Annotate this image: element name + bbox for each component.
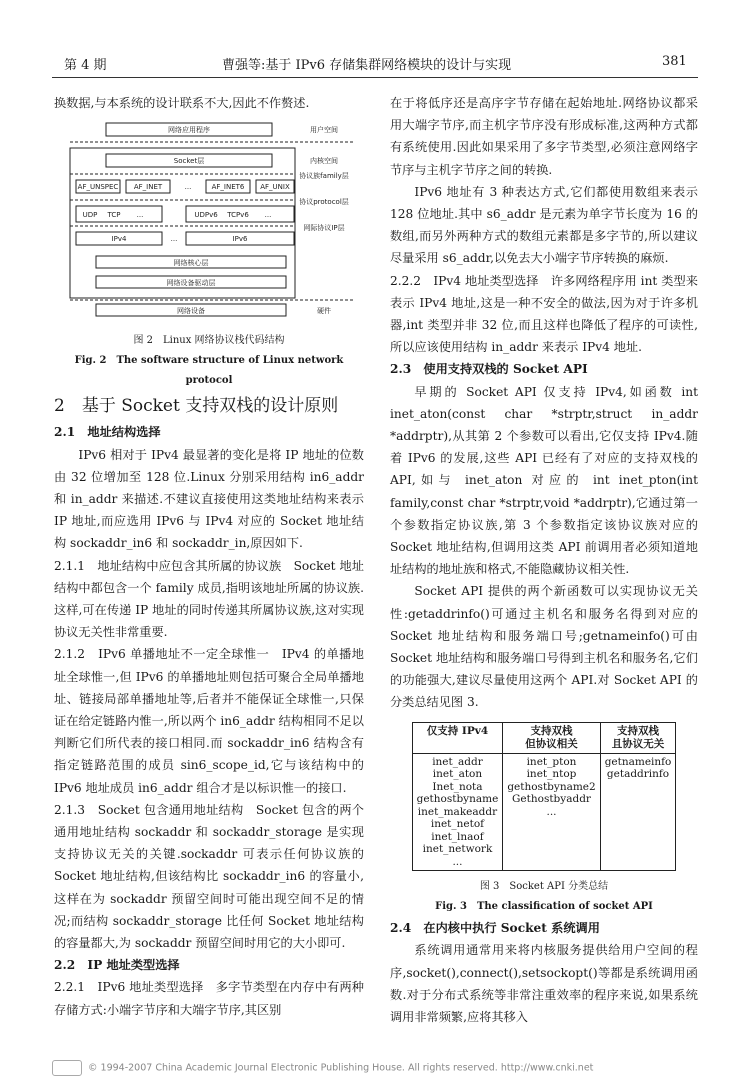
protocol-tag: 协议protocol层: [299, 198, 349, 207]
para-syscalls: 系统调用通常用来将内核服务提供给用户空间的程序,socket(),connect(),setsockopt()等都是系统调用函数.对于分布式系统等非常注重效率的程序来说,如果系统调用非常频繁,应将其移入: [390, 943, 698, 1024]
page-number: 381: [662, 54, 687, 69]
api-name: inet_makeaddr: [417, 805, 498, 818]
proto6-dots: ...: [264, 211, 272, 220]
th-ipv4-only: 仅支持 IPv4: [412, 722, 503, 753]
api-name: getnameinfo: [604, 755, 672, 768]
driver-label: 网络设备驱动层: [166, 279, 216, 288]
fig2-caption-en: Fig. 2 The software structure of Linux network protocol: [74, 355, 344, 387]
app-label: 网络应用程序: [168, 126, 210, 135]
api-name: Gethostbyaddr: [512, 793, 591, 806]
api-name: inet_network: [422, 843, 493, 856]
api-name: inet_addr: [432, 755, 483, 768]
proto-dots: ...: [136, 211, 144, 220]
issue-number: 第 4 期: [64, 58, 107, 73]
af-dots: ...: [184, 183, 192, 192]
para-2-2-2: 2.2.2 IPv4 地址类型选择 许多网络程序用 int 类型来表示 IPv4 地址,这是一种不安全的做法,因为对于许多机器,int 类型并非 32 位,而且这样也降低了程序的可读性,所以应该使用结构 in_addr 来表示 IPv4 地址.: [390, 273, 698, 355]
para-new-functions: Socket API 提供的两个新函数可以实现协议无关性:getaddrinfo()可通过主机名和服务名得到对应的 Socket 地址结构和服务端口号;getnameinfo()可由 Socket 地址结构和服务端口号得到主机名和服务名,它们的功能强大,建议尽量使用这两个 API.对 Socket API 的分类总结见图 3.: [390, 584, 698, 710]
para-early-api: 早期的 Socket API 仅支持 IPv4,如函数 int inet_aton(const char *strptr,struct in_addr *addrptr),从其第 2 个参数可以看出,它仅支持 IPv4.随着 IPv6 的发展,这些 API 已经有了对应的支持双栈的 API,如与 inet_aton 对应的 int inet_pton(int family,const char *strptr,void *addrptr),它通过第一个参数指定协议族,第 3 个参数指定该协议族对应的 Socket 地址结构,但调用这类 API 前调用者必须知道地址结构的地址族和格式,不能隐藏协议相关性.: [390, 384, 698, 577]
section-2-3-heading: 2.3 使用支持双栈的 Socket API: [390, 362, 588, 377]
tcp-label: TCP: [107, 211, 121, 220]
core-label: 网络核心层: [173, 259, 209, 268]
para-2-1-1: 2.1.1 地址结构中应包含其所属的协议族 Socket 地址结构中都包含一个 family 成员,指明该地址所属的协议族.这样,可在传递 IP 地址的同时传递其所属协议族,这对实现协议无关性非常重要.: [54, 558, 364, 640]
section-2-4-heading: 2.4 在内核中执行 Socket 系统调用: [390, 921, 600, 936]
udp-label: UDP: [82, 211, 98, 220]
fig3-caption-cn: 图 3 Socket API 分类总结: [479, 881, 609, 893]
af-inet6-label: AF_INET6: [211, 183, 245, 192]
api-name: ...: [546, 805, 557, 818]
footer-text: © 1994-2007 China Academic Journal Electronic Publishing House. All rights reserved. http://www.cnki.net: [88, 1062, 594, 1074]
ipv4-label: IPv4: [111, 235, 127, 244]
kernel-label: 内核空间: [310, 157, 338, 166]
api-name: getaddrinfo: [606, 768, 670, 781]
para-2-1-2: 2.1.2 IPv6 单播地址不一定全球惟一 IPv4 的单播地址全球惟一,但 IPv6 的单播地址则包括可聚合全局单播地址、链接局部单播地址等,后者并不能保证全球惟一,只保证在给定链路内惟一,所以两个 in6_addr 结构相同不足以判断它们所代表的接口相同.而 sockaddr_in6 结构含有指定链路范围的成员 sin6_scope_id,它与该结构中的 IPv6 地址成员 in6_addr 组合才是以标识惟一的接口.: [54, 647, 364, 795]
section-2-heading: 2 基于 Socket 支持双栈的设计原则: [54, 396, 339, 417]
udp6-label: UDPv6: [194, 211, 218, 220]
api-name: inet_aton: [432, 768, 483, 781]
col-ipv4-only: [412, 753, 503, 871]
api-name: Inet_nota: [432, 780, 483, 793]
copyright-footer: [52, 1060, 593, 1076]
figure-3: [390, 722, 698, 918]
col-dual-independent: [600, 753, 676, 871]
protocol-stack-diagram: [54, 118, 364, 324]
af-inet-label: AF_INET: [133, 183, 163, 192]
socket-api-table: [412, 722, 677, 872]
af-unspec-label: AF_UNSPEC: [77, 183, 119, 192]
ip-dots: ...: [170, 235, 178, 244]
intro-text: 换数据,与本系统的设计联系不大,因此不作赘述.: [54, 96, 310, 110]
section-2-1-heading: 2.1 地址结构选择: [54, 425, 161, 440]
ipv6-label: IPv6: [232, 235, 248, 244]
api-name: inet_lnaof: [431, 830, 484, 843]
api-name: gethostbyname2: [507, 780, 596, 793]
af-unix-label: AF_UNIX: [260, 183, 290, 192]
api-name: inet_pton: [526, 755, 577, 768]
api-name: gethostbyname: [416, 793, 499, 806]
api-name: ...: [452, 855, 463, 868]
col-dual-dependent: [503, 753, 600, 871]
api-name: inet_ntop: [526, 768, 577, 781]
fig2-caption-cn: 图 2 Linux 网络协议栈代码结构: [133, 335, 285, 347]
cnki-logo-icon: [52, 1060, 82, 1076]
running-title: 曹强等:基于 IPv6 存储集群网络模块的设计与实现: [222, 58, 512, 73]
para-2-2-1: 2.2.1 IPv6 地址类型选择 多字节类型在内存中有两种存储方式:小端字节序和大端字节序,其区别: [54, 980, 364, 1017]
left-column: [54, 92, 364, 1021]
th-dual-independent: 支持双栈 且协议无关: [600, 722, 676, 753]
user-space-label: 用户空间: [310, 126, 338, 135]
hardware-label: 硬件: [317, 307, 331, 316]
para-2-1-3: 2.1.3 Socket 包含通用地址结构 Socket 包含的两个通用地址结构 sockaddr 和 sockaddr_storage 是实现支持协议无关的关键.sockaddr 可表示任何协议族的 Socket 地址结构,但该结构比 sockaddr_in6 的容量小,这样在为 sockaddr 预留空间时可能出现空间不足的情况;而结构 sockaddr_storage 比任何 Socket 地址结构的容量都大,为 sockaddr 预留空间时用它的大小即可.: [54, 802, 364, 951]
family-tag: 协议族family层: [299, 172, 349, 181]
socket-label: Socket层: [173, 157, 205, 166]
fig3-caption-en: Fig. 3 The classification of socket API: [435, 901, 653, 913]
para-2-1: IPv6 相对于 IPv4 最显著的变化是将 IP 地址的位数由 32 位增加至 128 位.Linux 分别采用结构 in6_addr 和 in_addr 来描述.不建议直接使用这类地址结构来表示 IP 地址,而应选用 IPv6 与 IPv4 对应的 Socket 地址结构 sockaddr_in6 和 sockaddr_in,原因如下.: [54, 447, 364, 551]
figure-2: [54, 118, 364, 391]
tcp6-label: TCPv6: [227, 211, 249, 220]
th-dual-dependent: 支持双栈 但协议相关: [503, 722, 600, 753]
ip-tag: 网际协议IP层: [303, 224, 345, 233]
para-ipv6-forms: IPv6 地址有 3 种表达方式,它们都使用数组来表示 128 位地址.其中 s6_addr 是元素为单字节长度为 16 的数组,而另外两种方式的数组元素都是多字节的,所以建议尽量采用 s6_addr,以免去大小端字节序转换的麻烦.: [390, 184, 698, 266]
para-byte-order: 在于将低序还是高序字节存储在起始地址.网络协议都采用大端字节序,而主机字节序没有形成标准,这两种方式都有系统使用.因此如果采用了多字节类型,必须注意网络字节序与主机字节序之间的转换.: [390, 96, 698, 177]
section-2-2-heading: 2.2 IP 地址类型选择: [54, 958, 180, 973]
device-label: 网络设备: [177, 307, 205, 316]
right-column: [390, 92, 698, 1028]
header-rule: [52, 77, 698, 78]
api-name: inet_netof: [430, 818, 485, 831]
